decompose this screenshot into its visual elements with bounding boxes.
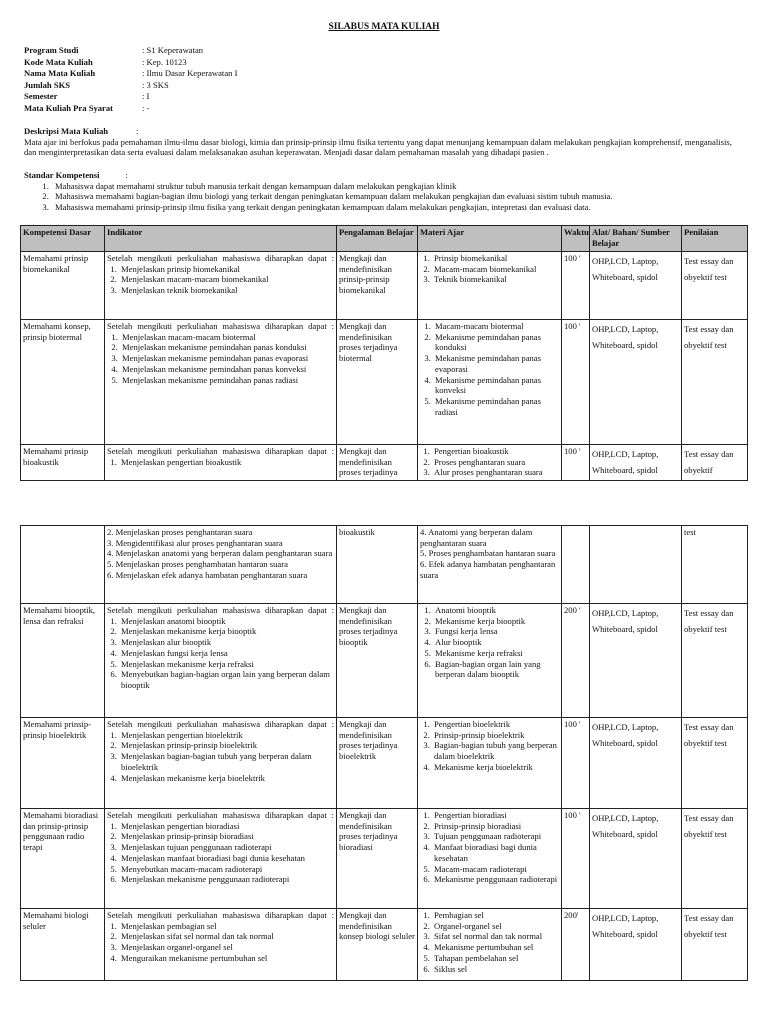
header-materi: Materi Ajar (418, 226, 562, 252)
info-row (24, 45, 237, 57)
table-row (21, 320, 748, 445)
list-item: 1. Menjelaskan anatomi biooptik (119, 616, 334, 627)
standard-list (24, 181, 744, 213)
list-item: 4. Menjelaskan mekanisme kerja bioelektrik (119, 773, 334, 784)
info-row (24, 57, 237, 69)
kompetensi-cell: Memahami prinsip bioakustik (21, 445, 105, 481)
penilaian-cell: Test essay dan obyektif test (682, 718, 748, 809)
pengalaman-cell: Mengkaji dan mendefinisikan proses terjadinya (337, 445, 418, 481)
alat-cell: OHP,LCD, Laptop, Whiteboard, spidol (590, 909, 682, 981)
description-heading (24, 126, 744, 137)
indikator-intro: Setelah mengikuti perkuliahan mahasiswa diharapkan dapat : (107, 810, 334, 820)
list-item: 1. Macam-macam biotermal (433, 321, 559, 332)
list-item: 5. Menjelaskan proses penghambatan hantaran suara (107, 559, 288, 570)
indikator-intro: Setelah mengikuti perkuliahan mahasiswa diharapkan dapat : (107, 719, 334, 729)
list-item: 2. Mekanisme kerja biooptik (433, 616, 559, 627)
alat-cell: OHP,LCD, Laptop, Whiteboard, spidol (590, 809, 682, 909)
list-item: 1. Menjelaskan pengertian bioelektrik (119, 730, 334, 741)
list-item: 3. Mengidentifikasi alur proses penghantaran suara (107, 537, 283, 548)
list-item: 4. Alur biooptik (433, 637, 559, 648)
alat-cell: OHP,LCD, Laptop, Whiteboard, spidol (590, 604, 682, 718)
description-text: Mata ajar ini berfokus pada pemahaman ilmu-ilmu dasar biologi, kimia dan prinsip-prinsip ilmu fisika tertentu yang dapat menunjang kemampuan dalam melakukan pengkajian komprehensif, menganalisis, dan menginterpretasikan data serta evaluasi dalam melaksanakan asuhan keperawatan. Menjadi dasar dalam pemahaman masalah yang dihadapi pasien . (24, 136, 732, 158)
list-item: 5. Menjelaskan mekanisme kerja refraksi (119, 659, 334, 670)
alat-cell: OHP,LCD, Laptop, Whiteboard, spidol (590, 445, 682, 481)
kompetensi-cell: Memahami konsep, prinsip biotermal (21, 320, 105, 445)
list-item: 3. Sifat sel normal dan tak normal (432, 931, 559, 942)
indikator-list (107, 821, 334, 885)
alat-cell (590, 526, 682, 604)
list-item: 4. Mekanisme pemindahan panas konveksi (433, 375, 559, 396)
list-item: 1. Pengertian bioelektrik (432, 719, 559, 730)
penilaian-cell: test (682, 526, 748, 604)
materi-cell (418, 445, 562, 481)
indikator-list (107, 457, 334, 468)
list-item: 6. Efek adanya hambatan penghantaran suara (420, 559, 556, 580)
list-item: 4. Mekanisme pertumbuhan sel (432, 942, 559, 953)
indikator-list (107, 332, 334, 386)
list-item: 5. Mekanisme kerja refraksi (433, 648, 559, 659)
indikator-cell (105, 809, 337, 909)
competency-standard (24, 170, 744, 213)
list-item: 6. Menjelaskan mekanisme penggunaan radioterapi (119, 874, 334, 885)
materi-cell (418, 320, 562, 445)
penilaian-cell: Test essay dan obyektif test (682, 909, 748, 981)
info-value: : I (142, 91, 150, 101)
list-item: 3. Menjelaskan organel-organel sel (119, 942, 334, 953)
list-item: 4. Menjelaskan manfaat bioradiasi bagi dunia kesehatan (119, 853, 334, 864)
course-info (24, 45, 237, 114)
penilaian-cell: Test essay dan obyektif test (682, 252, 748, 320)
list-item: 2. Mekanisme pemindahan panas konduksi (433, 332, 559, 353)
list-item: 3. Teknik biomekanikal (432, 274, 559, 285)
indikator-list (107, 921, 334, 964)
waktu-cell: 200' (562, 909, 590, 981)
waktu-cell: 100 ' (562, 252, 590, 320)
materi-cell (418, 252, 562, 320)
list-item: 2. Menjelaskan macam-macam biomekanikal (119, 274, 334, 285)
info-label: Semester (24, 91, 58, 101)
list-item: 2. Menjelaskan mekanisme kerja biooptik (119, 626, 334, 637)
waktu-cell: 100 ' (562, 445, 590, 481)
list-item: 6. Bagian-bagian organ lain yang berperan dalam biooptik (433, 659, 559, 680)
info-label: Nama Mata Kuliah (24, 68, 96, 78)
standard-heading (24, 170, 744, 181)
list-item: 3. Menjelaskan bagian-bagian tubuh yang berperan dalam bioelektrik (119, 751, 334, 772)
info-label: Program Studi (24, 45, 79, 55)
standard-item: 2. Mahasiswa memahami bagian-bagian ilmu biologi yang terkait dengan peningkatan kemampuan dalam melakukan pengkajian dan evaluasi sistim tubuh manusia. (51, 191, 744, 202)
info-label: Jumlah SKS (24, 79, 71, 90)
list-item: 2. Prinsip-prinsip bioelektrik (432, 730, 559, 741)
description-label: Deskripsi Mata Kuliah (24, 126, 109, 136)
indikator-cell (105, 445, 337, 481)
alat-cell: OHP,LCD, Laptop, Whiteboard, spidol (590, 718, 682, 809)
materi-cell (418, 526, 562, 604)
list-item: 5. Tahapan pembelahan sel (432, 953, 559, 964)
waktu-cell: 100 ' (562, 809, 590, 909)
pengalaman-cell: Mengkaji dan mendefinisikan proses terjadinya bioelektrik (337, 718, 418, 809)
list-item: 2. Prinsip-prinsip bioradiasi (432, 821, 559, 832)
materi-list (420, 910, 559, 974)
table-row (21, 445, 748, 481)
list-item: 6. Mekanisme penggunaan radioterapi (432, 874, 559, 885)
table-row (21, 809, 748, 909)
list-item: 3. Alur proses penghantaran suara (432, 467, 559, 478)
list-item: 3. Menjelaskan alur biooptik (119, 637, 334, 648)
info-label: Mata Kuliah Pra Syarat (24, 102, 114, 113)
list-item: 3. Menjelaskan mekanisme pemindahan panas evaporasi (120, 353, 334, 364)
table-header-row (21, 226, 748, 252)
table-row (21, 718, 748, 809)
list-item: 2. Proses penghantaran suara (432, 457, 559, 468)
list-item: 1. Pembagian sel (432, 910, 559, 921)
indikator-list (107, 616, 334, 691)
list-item: 1. Menjelaskan macam-macam biotermal (120, 332, 334, 343)
info-row (24, 68, 237, 80)
info-row (24, 80, 237, 92)
kompetensi-cell: Memahami prinsip-prinsip bioelektrik (21, 718, 105, 809)
materi-cell (418, 909, 562, 981)
materi-list (420, 321, 559, 418)
header-alat: Alat/ Bahan/ Sumber Belajar (590, 226, 682, 252)
course-description (24, 126, 744, 158)
description-colon: : (136, 126, 139, 136)
indikator-cell (105, 320, 337, 445)
list-item: 1. Menjelaskan pengertian bioradiasi (119, 821, 334, 832)
list-item: 6. Siklus sel (432, 964, 559, 975)
indikator-cell (105, 526, 337, 604)
pengalaman-cell: bioakustik (337, 526, 418, 604)
pengalaman-cell: Mengkaji dan mendefinisikan prinsip-prinsip biomekanikal (337, 252, 418, 320)
waktu-cell: 200 ' (562, 604, 590, 718)
list-item: 2. Menjelaskan proses penghantaran suara (107, 527, 253, 537)
table-row (21, 909, 748, 981)
materi-list (420, 605, 559, 680)
standard-item: 1. Mahasiswa dapat memahami struktur tubuh manusia terkait dengan kemampuan dalam melakukan pengkajian klinik (51, 181, 744, 192)
list-item: 6. Menjelaskan efek adanya hambatan penghantaran suara (107, 569, 308, 580)
table-row (21, 604, 748, 718)
syllabus-table-part-2 (20, 525, 748, 981)
kompetensi-cell: Memahami biooptik, lensa dan refraksi (21, 604, 105, 718)
list-item: 1. Menjelaskan prinsip biomekanikal (119, 264, 334, 275)
list-item: 2. Menjelaskan prinsip-prinsip bioradiasi (119, 831, 334, 842)
materi-cell (418, 718, 562, 809)
list-item: 3. Menjelaskan tujuan penggunaan radioterapi (119, 842, 334, 853)
list-item: 4. Menguraikan mekanisme pertumbuhan sel (119, 953, 334, 964)
info-row (24, 91, 237, 103)
header-kompetensi: Kompetensi Dasar (21, 226, 105, 252)
standard-item: 3. Mahasiswa memahami prinsip-prinsip ilmu fisika yang terkait dengan peningkatan kemampuan dalam melakukan pengkajian, intepretasi dan evaluasi data. (51, 202, 744, 213)
penilaian-cell: Test essay dan obyektif test (682, 320, 748, 445)
list-item: 1. Prinsip biomekanikal (432, 253, 559, 264)
penilaian-cell: Test essay dan obyektif test (682, 809, 748, 909)
list-item: 4. Anatomi yang berperan dalam penghantaran suara (420, 527, 533, 548)
list-item: 3. Bagian-bagian tubuh yang berperan dalam bioelektrik (432, 740, 559, 761)
list-item: 2. Macam-macam biomekanikal (432, 264, 559, 275)
info-value: : S1 Keperawatan (142, 45, 204, 55)
kompetensi-cell (21, 526, 105, 604)
list-item: 3. Fungsi kerja lensa (433, 626, 559, 637)
alat-cell: OHP,LCD, Laptop, Whiteboard, spidol (590, 320, 682, 445)
indikator-intro: Setelah mengikuti perkuliahan mahasiswa diharapkan dapat : (107, 321, 334, 331)
header-waktu: Waktu (562, 226, 590, 252)
list-item: 1. Anatomi biooptik (433, 605, 559, 616)
penilaian-cell: Test essay dan obyektif (682, 445, 748, 481)
syllabus-table-part-1 (20, 225, 748, 481)
indikator-cell (105, 604, 337, 718)
list-item: 2. Menjelaskan prinsip-prinsip bioelektrik (119, 740, 334, 751)
header-indikator: Indikator (105, 226, 337, 252)
list-item: 5. Menjelaskan mekanisme pemindahan panas radiasi (120, 375, 334, 386)
indikator-list (107, 730, 334, 784)
list-item: 4. Mekanisme kerja bioelektrik (432, 762, 559, 773)
list-item: 4. Menjelaskan anatomi yang berperan dalam penghantaran suara (107, 548, 333, 559)
materi-list (420, 253, 559, 285)
penilaian-cell: Test essay dan obyektif test (682, 604, 748, 718)
waktu-cell (562, 526, 590, 604)
list-item: 4. Menjelaskan mekanisme pemindahan panas konveksi (120, 364, 334, 375)
table-row (21, 526, 748, 604)
pengalaman-cell: Mengkaji dan mendefinisikan konsep biologi seluler (337, 909, 418, 981)
standard-label: Standar Kompetensi (24, 170, 100, 180)
kompetensi-cell: Memahami biologi seluler (21, 909, 105, 981)
list-item: 4. Menjelaskan fungsi kerja lensa (119, 648, 334, 659)
header-penilaian: Penilaian (682, 226, 748, 252)
list-item: 5. Macam-macam radioterapi (432, 864, 559, 875)
list-item: 4. Manfaat bioradiasi bagi dunia kesehatan (432, 842, 559, 863)
pengalaman-cell: Mengkaji dan mendefinisikan proses terjadinya bioradiasi (337, 809, 418, 909)
standard-colon: : (125, 170, 128, 180)
list-item: 5. Menyebutkan macam-macam radioterapi (119, 864, 334, 875)
materi-list (420, 446, 559, 478)
alat-cell: OHP,LCD, Laptop, Whiteboard, spidol (590, 252, 682, 320)
indikator-cell (105, 909, 337, 981)
materi-list (420, 810, 559, 885)
waktu-cell: 100 ' (562, 718, 590, 809)
list-item: 3. Menjelaskan teknik biomekanikal (119, 285, 334, 296)
pengalaman-cell: Mengkaji dan mendefinisikan proses terjadinya biooptik (337, 604, 418, 718)
materi-cell (418, 604, 562, 718)
header-pengalaman: Pengalaman Belajar (337, 226, 418, 252)
materi-list (420, 719, 559, 773)
list-item: 5. Proses penghambatan hantaran suara (420, 548, 556, 559)
info-row (24, 103, 237, 115)
info-value: : - (142, 102, 150, 113)
list-item: 3. Mekanisme pemindahan panas evaporasi (433, 353, 559, 374)
list-item: 3. Tujuan penggunaan radioterapi (432, 831, 559, 842)
list-item: 1. Pengertian bioakustik (432, 446, 559, 457)
list-item: 2. Menjelaskan sifat sel normal dan tak normal (119, 931, 334, 942)
indikator-intro: Setelah mengikuti perkuliahan mahasiswa diharapkan dapat : (107, 910, 334, 920)
kompetensi-cell: Memahami prinsip biomekanikal (21, 252, 105, 320)
indikator-intro: Setelah mengikuti perkuliahan mahasiswa diharapkan dapat : (107, 446, 334, 456)
info-label: Kode Mata Kuliah (24, 56, 93, 67)
indikator-list (107, 264, 334, 296)
waktu-cell: 100 ' (562, 320, 590, 445)
document-title: SILABUS MATA KULIAH (328, 22, 440, 32)
indikator-intro: Setelah mengikuti perkuliahan mahasiswa diharapkan dapat : (107, 253, 334, 263)
materi-cell (418, 809, 562, 909)
list-item: 1. Menjelaskan pengertian bioakustik (119, 457, 334, 468)
list-item: 2. Organel-organel sel (432, 921, 559, 932)
indikator-intro: Setelah mengikuti perkuliahan mahasiswa diharapkan dapat : (107, 605, 334, 615)
info-value: : Ilmu Dasar Keperawatan I (142, 68, 238, 78)
list-item: 6. Menyebutkan bagian-bagian organ lain yang berperan dalam biooptik (119, 669, 334, 690)
indikator-cell (105, 718, 337, 809)
table-row (21, 252, 748, 320)
info-value: : 3 SKS (142, 79, 169, 90)
list-item: 1. Menjelaskan pembagian sel (119, 921, 334, 932)
kompetensi-cell: Memahami bioradiasi dan prinsip-prinsip penggunaan radio terapi (21, 809, 105, 909)
list-item: 1. Pengertian bioradiasi (432, 810, 559, 821)
list-item: 2. Menjelaskan mekanisme pemindahan panas konduksi (120, 342, 334, 353)
list-item: 5. Mekanisme pemindahan panas radiasi (433, 396, 559, 417)
pengalaman-cell: Mengkaji dan mendefinisikan proses terjadinya biotermal (337, 320, 418, 445)
indikator-cell (105, 252, 337, 320)
info-value: : Kep. 10123 (142, 56, 187, 67)
